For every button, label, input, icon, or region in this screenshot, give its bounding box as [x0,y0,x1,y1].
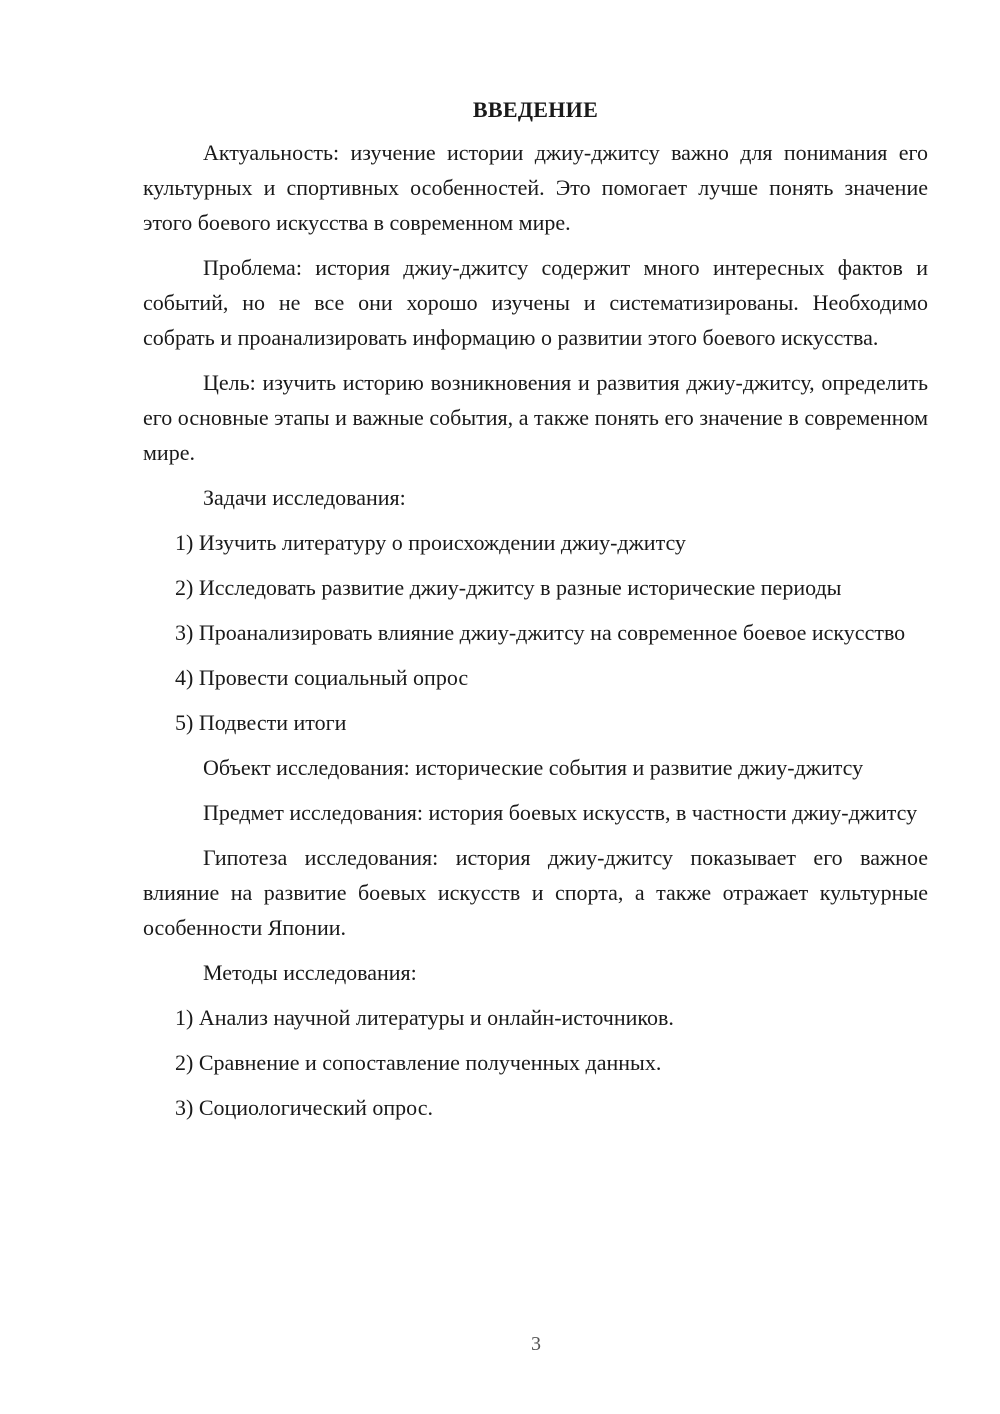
method-item: 3) Социологический опрос. [175,1095,433,1120]
methods-heading: Методы исследования: [203,960,417,985]
task-item: 1) Изучить литературу о происхождении джиу-джитсу [175,530,686,555]
problem-paragraph: Проблема: история джиу-джитсу содержит много интересных фактов и событий, но не все они хорошо изучены и систематизированы. Необходимо собрать и проанализировать информацию о развитии этого боевого искусства. [143,255,928,350]
section-title: ВВЕДЕНИЕ [472,97,599,122]
task-item: 3) Проанализировать влияние джиу-джитсу на современное боевое искусство [175,620,906,645]
page-content [143,92,928,1135]
relevance-paragraph: Актуальность: изучение истории джиу-джитсу важно для понимания его культурных и спортивных особенностей. Это помогает лучше понять значение этого боевого искусства в современном мире. [143,140,928,235]
subject-paragraph: Предмет исследования: история боевых искусств, в частности джиу-джитсу [203,800,918,825]
goal-paragraph: Цель: изучить историю возникновения и развития джиу-джитсу, определить его основные этапы и важные события, а также понять его значение в современном мире. [143,370,928,465]
object-paragraph: Объект исследования: исторические события и развитие джиу-джитсу [203,755,864,780]
task-item: 5) Подвести итоги [175,710,347,735]
page-number: 3 [531,1333,541,1355]
method-item: 2) Сравнение и сопоставление полученных данных. [175,1050,662,1075]
method-item: 1) Анализ научной литературы и онлайн-источников. [175,1005,674,1030]
task-item: 4) Провести социальный опрос [175,665,469,690]
hypothesis-paragraph: Гипотеза исследования: история джиу-джитсу показывает его важное влияние на развитие боевых искусств и спорта, а также отражает культурные особенности Японии. [143,845,928,940]
tasks-heading: Задачи исследования: [203,485,406,510]
task-item: 2) Исследовать развитие джиу-джитсу в разные исторические периоды [175,575,842,600]
